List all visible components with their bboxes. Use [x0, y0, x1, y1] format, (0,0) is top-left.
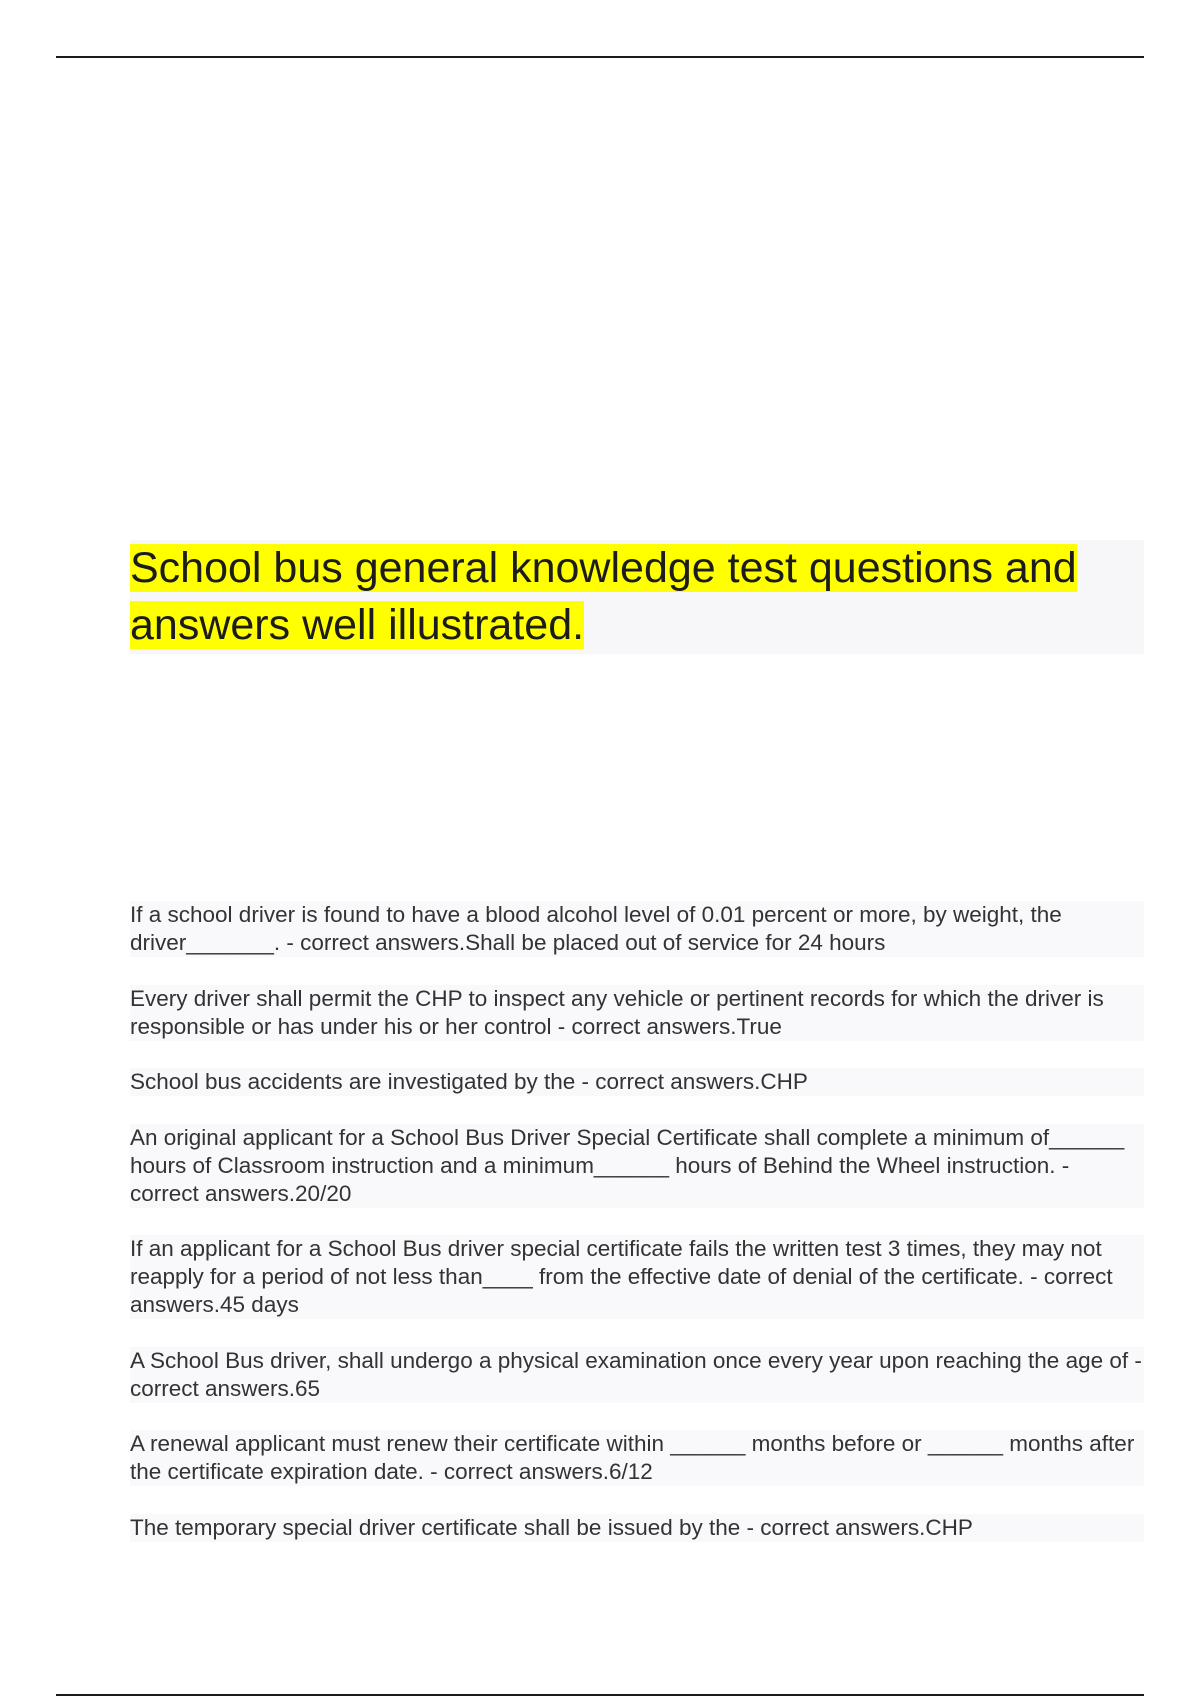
footer-rule	[56, 1694, 1144, 1696]
qa-item: Every driver shall permit the CHP to inspect any vehicle or pertinent records for which the driver is responsible or has under his or her control - correct answers.True	[130, 985, 1144, 1041]
document-title	[130, 540, 1144, 654]
qa-item: A School Bus driver, shall undergo a physical examination once every year upon reaching the age of - correct answers.65	[130, 1347, 1144, 1403]
qa-item: School bus accidents are investigated by the - correct answers.CHP	[130, 1068, 1144, 1096]
qa-item: The temporary special driver certificate shall be issued by the - correct answers.CHP	[130, 1514, 1144, 1542]
qa-item: An original applicant for a School Bus Driver Special Certificate shall complete a minimum of______ hours of Classroom instruction and a minimum______ hours of Behind the Wheel instruction. - correct answers.20/20	[130, 1124, 1144, 1208]
title-block	[130, 540, 1144, 654]
qa-list	[130, 901, 1144, 1542]
qa-item: If an applicant for a School Bus driver special certificate fails the written test 3 times, they may not reapply for a period of not less than____ from the effective date of denial of the certificate. - correct answers.45 days	[130, 1235, 1144, 1319]
qa-item: A renewal applicant must renew their certificate within ______ months before or ______ months after the certificate expiration date. - correct answers.6/12	[130, 1430, 1144, 1486]
qa-item: If a school driver is found to have a blood alcohol level of 0.01 percent or more, by weight, the driver_______. - correct answers.Shall be placed out of service for 24 hours	[130, 901, 1144, 957]
title-highlight: School bus general knowledge test questions and answers well illustrated.	[130, 544, 1077, 649]
header-rule	[56, 56, 1144, 58]
